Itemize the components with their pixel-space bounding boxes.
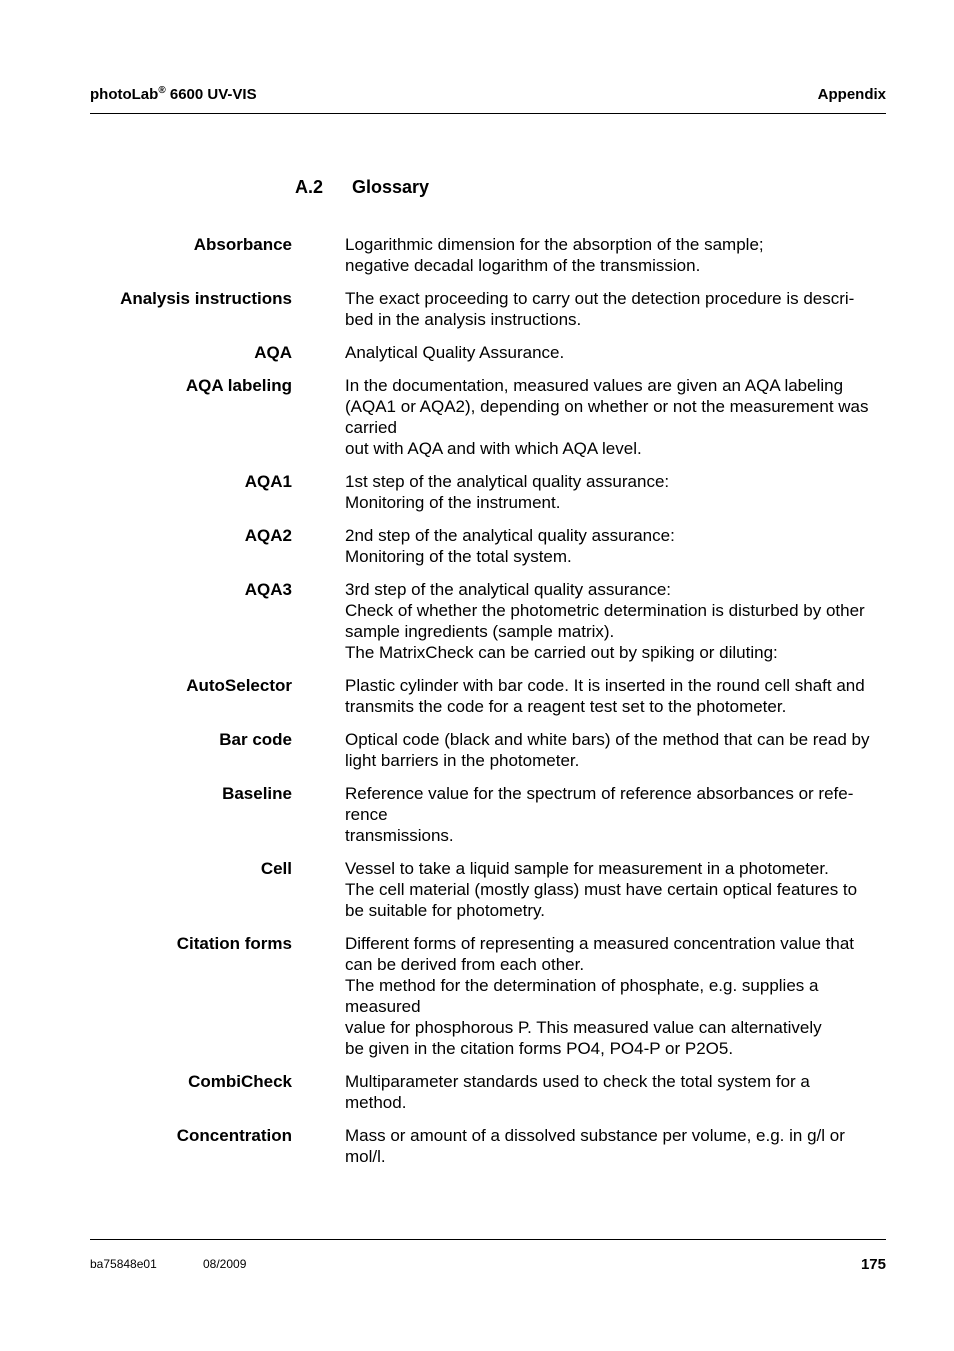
glossary-definition xyxy=(345,1125,886,1167)
glossary-definition xyxy=(345,858,886,921)
glossary-definition xyxy=(345,783,886,846)
section-number: A.2 xyxy=(295,177,324,197)
header-product-name: photoLab xyxy=(90,86,159,103)
definition-line: Reference value for the spectrum of reference absorbances or refe- xyxy=(345,784,854,803)
glossary-term: Absorbance xyxy=(193,235,292,254)
glossary-definition xyxy=(345,342,886,363)
definition-line: bed in the analysis instructions. xyxy=(345,310,582,329)
registered-mark: ® xyxy=(158,85,166,96)
definition-line: rence xyxy=(345,805,388,824)
glossary-entry xyxy=(90,579,886,663)
definition-line: Optical code (black and white bars) of the method that can be read by xyxy=(345,730,870,749)
header-section: Appendix xyxy=(817,86,886,103)
definition-line: carried xyxy=(345,418,397,437)
definition-line: Check of whether the photometric determination is disturbed by other xyxy=(345,601,865,620)
definition-line: light barriers in the photometer. xyxy=(345,751,580,770)
definition-line: out with AQA and with which AQA level. xyxy=(345,439,642,458)
header-product xyxy=(90,86,257,103)
glossary-term: AQA labeling xyxy=(185,376,292,395)
glossary-entry xyxy=(90,729,886,771)
definition-line: In the documentation, measured values are given an AQA labeling xyxy=(345,376,844,395)
definition-line: mol/l. xyxy=(345,1147,386,1166)
glossary-term: AQA2 xyxy=(244,526,292,545)
glossary-entry xyxy=(90,858,886,921)
glossary-term: Concentration xyxy=(176,1126,292,1145)
definition-line: method. xyxy=(345,1093,407,1112)
glossary-entry xyxy=(90,675,886,717)
glossary-term: Analysis instructions xyxy=(120,289,292,308)
definition-line: Analytical Quality Assurance. xyxy=(345,343,565,362)
definition-line: can be derived from each other. xyxy=(345,955,585,974)
glossary-entry xyxy=(90,471,886,513)
definition-line: Different forms of representing a measured concentration value that xyxy=(345,934,855,953)
definition-line: Multiparameter standards used to check the total system for a xyxy=(345,1072,810,1091)
definition-line: transmissions. xyxy=(345,826,454,845)
header-divider xyxy=(90,113,886,114)
definition-line: The cell material (mostly glass) must have certain optical features to xyxy=(345,880,858,899)
glossary-definition xyxy=(345,471,886,513)
definition-line: Vessel to take a liquid sample for measurement in a photometer. xyxy=(345,859,829,878)
glossary-entry xyxy=(90,1125,886,1167)
glossary-term: Baseline xyxy=(222,784,292,803)
definition-line: Plastic cylinder with bar code. It is inserted in the round cell shaft and xyxy=(345,676,865,695)
glossary-entry xyxy=(90,342,886,363)
glossary-entry xyxy=(90,1071,886,1113)
glossary-entry xyxy=(90,783,886,846)
glossary-definition xyxy=(345,1071,886,1113)
glossary-definition xyxy=(345,675,886,717)
definition-line: measured xyxy=(345,997,421,1016)
definition-line: Mass or amount of a dissolved substance per volume, e.g. in g/l or xyxy=(345,1126,845,1145)
definition-line: 1st step of the analytical quality assurance: xyxy=(345,472,670,491)
definition-line: Monitoring of the total system. xyxy=(345,547,572,566)
glossary-list xyxy=(90,234,886,1179)
definition-line: Logarithmic dimension for the absorption of the sample; xyxy=(345,235,764,254)
header-product-model: 6600 UV-VIS xyxy=(165,86,257,103)
glossary-term: AutoSelector xyxy=(186,676,292,695)
definition-line: be given in the citation forms PO4, PO4-P or P2O5. xyxy=(345,1039,734,1058)
glossary-definition xyxy=(345,579,886,663)
definition-line: negative decadal logarithm of the transmission. xyxy=(345,256,701,275)
glossary-term: Bar code xyxy=(219,730,292,749)
glossary-term: Cell xyxy=(260,859,292,878)
glossary-entry xyxy=(90,234,886,276)
definition-line: The exact proceeding to carry out the detection procedure is descri- xyxy=(345,289,855,308)
definition-line: The MatrixCheck can be carried out by spiking or diluting: xyxy=(345,643,778,662)
glossary-entry xyxy=(90,525,886,567)
glossary-definition xyxy=(345,729,886,771)
glossary-definition xyxy=(345,288,886,330)
glossary-entry xyxy=(90,288,886,330)
definition-line: be suitable for photometry. xyxy=(345,901,546,920)
glossary-term: AQA3 xyxy=(244,580,292,599)
definition-line: (AQA1 or AQA2), depending on whether or not the measurement was xyxy=(345,397,869,416)
definition-line: 2nd step of the analytical quality assurance: xyxy=(345,526,675,545)
glossary-definition xyxy=(345,375,886,459)
glossary-definition xyxy=(345,234,886,276)
definition-line: The method for the determination of phosphate, e.g. supplies a xyxy=(345,976,819,995)
glossary-term: AQA1 xyxy=(244,472,292,491)
glossary-entry xyxy=(90,933,886,1059)
footer-doc-number: ba75848e01 xyxy=(90,1257,157,1271)
glossary-term: Citation forms xyxy=(176,934,292,953)
section-title: Glossary xyxy=(352,177,430,197)
glossary-term: CombiCheck xyxy=(188,1072,292,1091)
glossary-term: AQA xyxy=(254,343,292,362)
definition-line: transmits the code for a reagent test set to the photometer. xyxy=(345,697,787,716)
footer-date: 08/2009 xyxy=(203,1257,247,1271)
definition-line: Monitoring of the instrument. xyxy=(345,493,561,512)
page-number: 175 xyxy=(860,1256,886,1273)
definition-line: 3rd step of the analytical quality assurance: xyxy=(345,580,672,599)
glossary-definition xyxy=(345,933,886,1059)
definition-line: value for phosphorous P. This measured value can alternatively xyxy=(345,1018,822,1037)
definition-line: sample ingredients (sample matrix). xyxy=(345,622,615,641)
footer-divider xyxy=(90,1239,886,1240)
glossary-definition xyxy=(345,525,886,567)
glossary-entry xyxy=(90,375,886,459)
